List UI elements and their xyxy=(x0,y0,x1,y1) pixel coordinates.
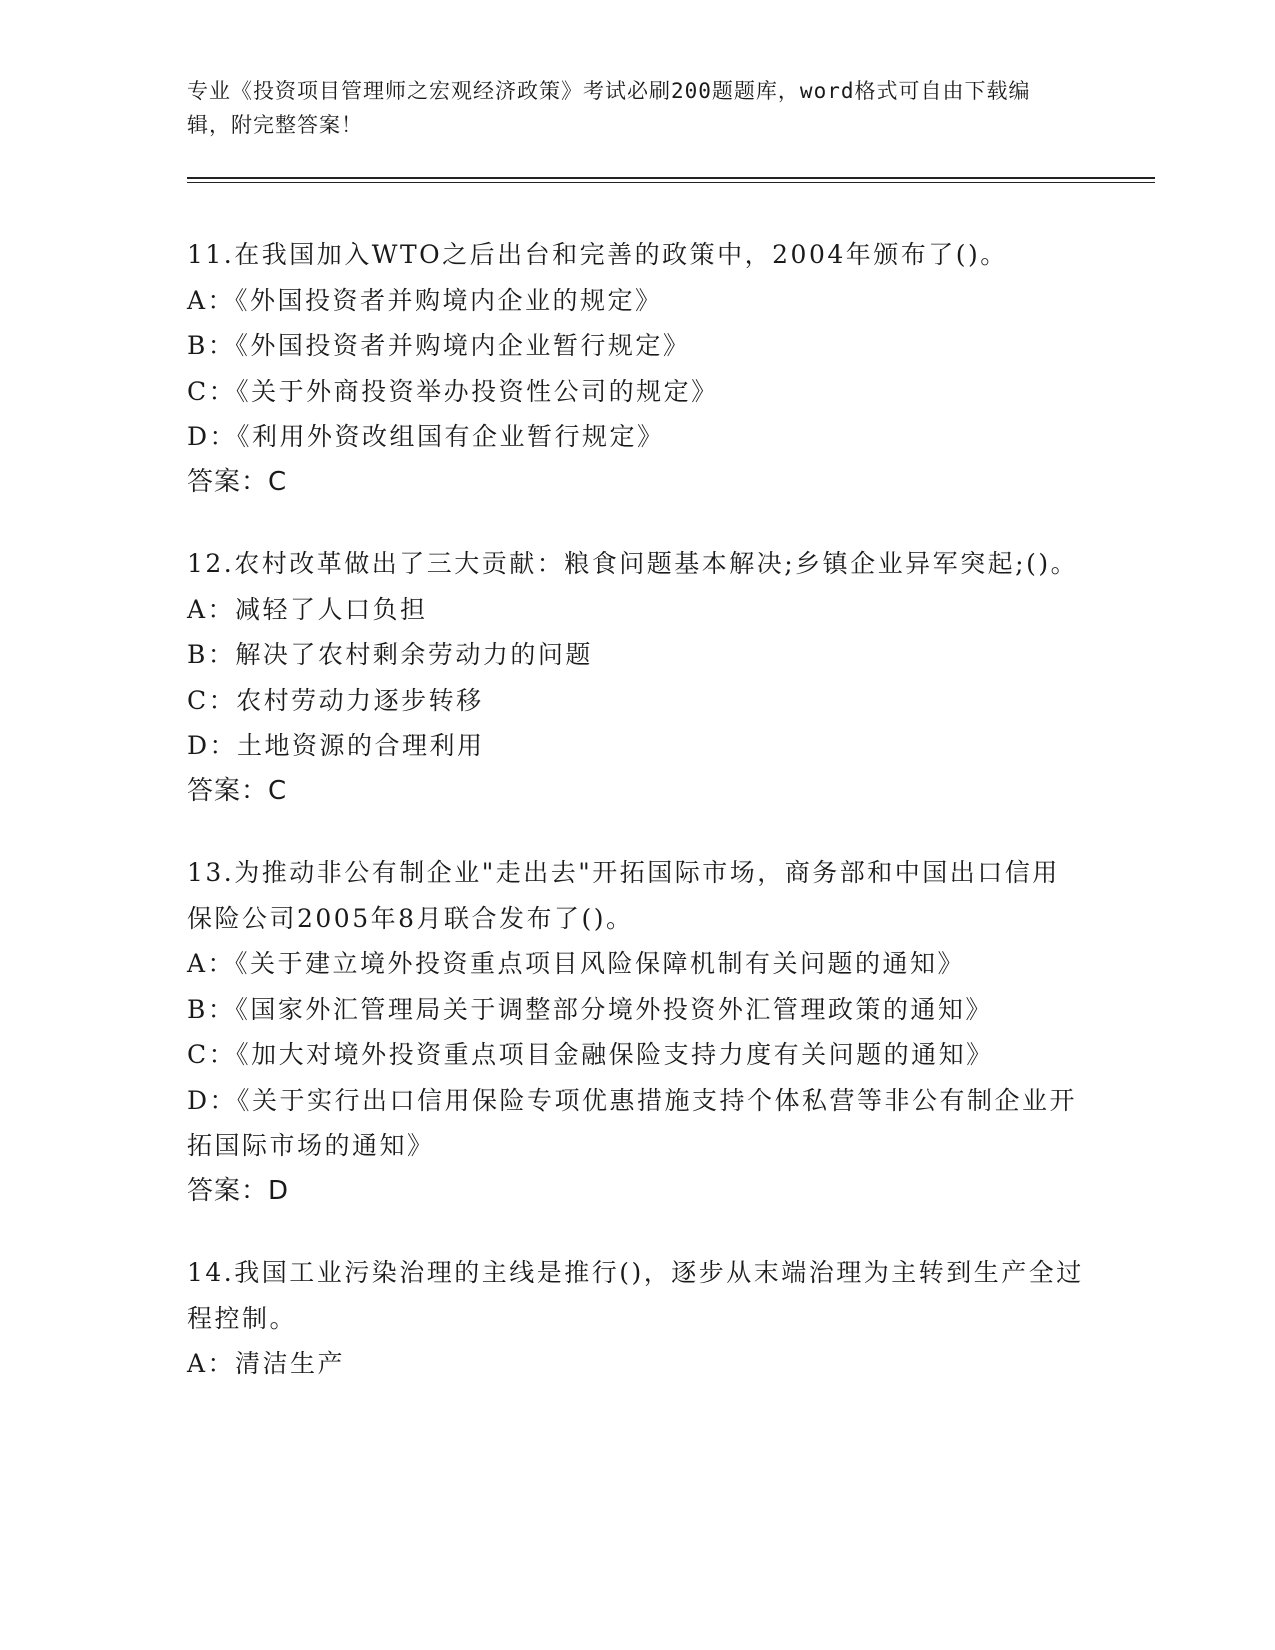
option-b: B：《外国投资者并购境内企业暂行规定》 xyxy=(187,331,691,360)
question-11 xyxy=(187,232,1087,505)
option-b: B：解决了农村剩余劳动力的问题 xyxy=(187,640,593,669)
header-rule-thick xyxy=(187,177,1155,179)
header-rule-thin xyxy=(187,182,1155,183)
option-c: C：《关于外商投资举办投资性公司的规定》 xyxy=(187,376,719,406)
option-a: A：《外国投资者并购境内企业的规定》 xyxy=(187,285,663,315)
question-12 xyxy=(187,541,1087,814)
answer: 答案：D xyxy=(187,1175,290,1206)
option-d: D：《利用外资改组国有企业暂行规定》 xyxy=(187,422,665,451)
option-d: D：《关于实行出口信用保险专项优惠措施支持个体私营等非公有制企业开拓国际市场的通知》 xyxy=(187,1085,1078,1160)
answer: 答案：C xyxy=(187,466,288,497)
option-b: B：《国家外汇管理局关于调整部分境外投资外汇管理政策的通知》 xyxy=(187,994,993,1024)
option-a: A：清洁生产 xyxy=(187,1349,346,1378)
option-a: A：减轻了人口负担 xyxy=(187,594,428,624)
question-stem: 11.在我国加入WTO之后出台和完善的政策中，2004年颁布了()。 xyxy=(187,240,1008,269)
option-d: D：土地资源的合理利用 xyxy=(187,731,485,760)
option-c: C：农村劳动力逐步转移 xyxy=(187,685,484,715)
document-header: 专业《投资项目管理师之宏观经济政策》考试必刷200题题库，word格式可自由下载编辑，附完整答案！ xyxy=(187,79,1031,137)
question-stem: 13.为推动非公有制企业"走出去"开拓国际市场，商务部和中国出口信用保险公司2005年8月联合发布了()。 xyxy=(187,858,1060,933)
option-c: C：《加大对境外投资重点项目金融保险支持力度有关问题的通知》 xyxy=(187,1040,994,1069)
question-stem: 14.我国工业污染治理的主线是推行()，逐步从末端治理为主转到生产全过程控制。 xyxy=(187,1258,1084,1333)
question-list xyxy=(187,232,1087,1423)
question-14 xyxy=(187,1250,1087,1387)
question-stem: 12.农村改革做出了三大贡献：粮食问题基本解决;乡镇企业异军突起;()。 xyxy=(187,549,1079,578)
question-13 xyxy=(187,850,1087,1214)
answer: 答案：C xyxy=(187,775,288,806)
option-a: A：《关于建立境外投资重点项目风险保障机制有关问题的通知》 xyxy=(187,949,966,978)
